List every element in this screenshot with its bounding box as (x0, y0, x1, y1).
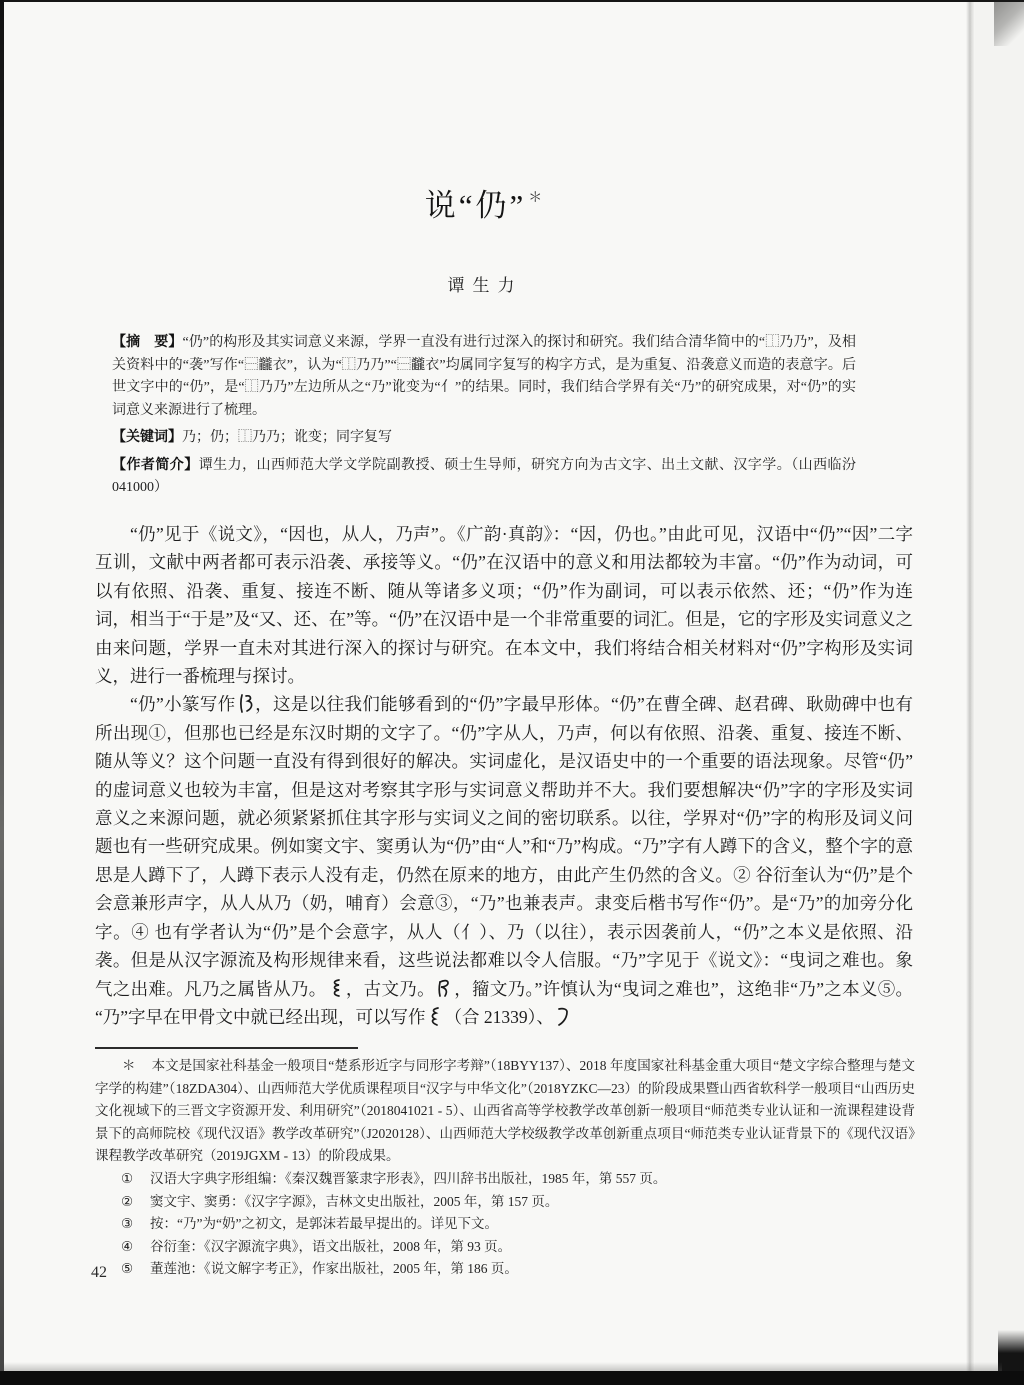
oracle-bone-nai-glyph-2 (555, 1006, 572, 1027)
scan-edge-left (0, 0, 4, 1385)
keywords-text: 乃；仍；⿰乃乃；讹变；同字复写 (182, 430, 392, 445)
front-matter (112, 330, 871, 503)
zhouwen-nai-glyph (436, 978, 453, 999)
footnote-item (95, 1258, 915, 1281)
footnote-marker: ⑤ (121, 1261, 134, 1277)
abstract-label: 【摘 要】 (112, 333, 183, 349)
funding-footnote (95, 1055, 915, 1168)
author-bio-label: 【作者简介】 (112, 455, 199, 472)
footnote-divider (95, 1047, 358, 1049)
footnote-text: 董莲池：《说文解字考正》，作家出版社，2005 年，第 186 页。 (150, 1261, 518, 1277)
footnote-marker: ② (121, 1193, 134, 1209)
footnote-text: 窦文宇、窦勇：《汉字字源》，吉林文史出版社，2005 年，第 157 页。 (150, 1193, 559, 1209)
oracle-bone-nai-glyph-1 (427, 1006, 444, 1027)
body-paragraph-2-segment: （合 21339）、 (444, 1006, 554, 1027)
author-bio-text: 谭生力，山西师范大学文学院副教授、硕士生导师，研究方向为古文字、出土文献、汉字学。（山西临汾 041000） (112, 457, 871, 495)
footnote-text: 谷衍奎：《汉字源流字典》，语文出版社，2008 年，第 93 页。 (150, 1238, 512, 1254)
scan-edge-bottom (0, 1371, 1024, 1385)
page-title (0, 180, 970, 225)
footnote-marker: ① (121, 1170, 134, 1186)
page-number: 42 (91, 1264, 107, 1281)
body-paragraph-2-segment: “仍”小篆写作 (130, 694, 236, 715)
footnote-item (95, 1168, 915, 1191)
author-bio (112, 453, 871, 500)
footnote-item (95, 1213, 915, 1236)
article-body (95, 520, 913, 1031)
footnote-marker: ④ (121, 1238, 134, 1254)
footnote-item (95, 1236, 915, 1259)
scan-edge-top (0, 0, 1024, 2)
funding-footnote-text: 本文是国家社科基金一般项目“楚系形近字与同形字考辩”（18BYY137）、2018 年度国家社科基金重大项目“楚文字综合整理与楚文字学的构建”（18ZDA304）、山西师范大学优质课程项目“汉字与中华文化”（2018YZKC—23）的阶段成果暨山西省软科学一般项目“山西历史文化视域下的三晋文字资源开发、利用研究”（2018041021 - 5）、山西省高等学校教学改革创新一般项目“师范类专业认证和一流课程建设背景下的高师院校《现代汉语》教学改革研究”（J2020128）、山西师范大学校级教学改革创新重点项目“师范类专业认证背景下的《现代汉语》课程教学改革研究（2019JGXM - 13）的阶段成果。 (95, 1058, 915, 1164)
author-name: 谭生力 (447, 276, 523, 295)
abstract-text: “仍”的构形及其实词意义来源，学界一直没有进行过深入的探讨和研究。我们结合清华简中的“⿰乃乃”，及相关资料中的“袭”写作“⿱龖衣”，认为“⿰乃乃”“⿱龖衣”均属同字复写的构字方式，是为重复、沿袭意义而造的表意字。后世文字中的“仍”，是“⿰乃乃”左边所从之“乃”讹变为“亻”的结果。同时，我们结合学界有关“乃”的研究成果，对“仍”的实词意义来源进行了梳理。 (112, 335, 857, 418)
keywords (112, 425, 856, 450)
title-footnote-marker: ＊ (528, 191, 546, 206)
adjacent-page-edge (975, 0, 1024, 1372)
body-paragraph-2-segment: ，籀文乃。”许慎认为“曳词之难也”，这绝非“乃”之本义⑤。“乃”字早在甲骨文中就已经出现，可以写作 (95, 978, 914, 1027)
funding-footnote-marker: ＊ (122, 1058, 136, 1073)
title-text: 说“仍” (424, 188, 527, 223)
footnote-marker: ③ (121, 1216, 134, 1232)
seal-script-reng-glyph (237, 693, 254, 714)
scan-corner-smudge (994, 0, 1024, 46)
guwen-nai-glyph (328, 978, 345, 999)
page-edge-seam (966, 0, 975, 1372)
abstract (112, 330, 856, 422)
body-paragraph-2-segment: ，古文乃。 (345, 978, 435, 999)
keywords-label: 【关键词】 (112, 428, 182, 444)
footnote-text: 汉语大字典字形组编：《秦汉魏晋篆隶字形表》，四川辞书出版社，1985 年，第 557 页。 (150, 1170, 667, 1186)
body-paragraph-2-segment: ，这是以往我们能够看到的“仍”字最早形体。“仍”在曹全碑、赵君碑、耿勋碑中也有所出现①，但那也已经是东汉时期的文字了。“仍”字从人，乃声，何以有依照、沿袭、重复、接连不断、随从等义？这个问题一直没有得到很好的解决。实词虚化，是汉语史中的一个重要的语法现象。尽管“仍”的虚词意义也较为丰富，但是这对考察其字形与实词意义帮助并不大。我们要想解决“仍”字的字形及实词意义之来源问题，就必须紧紧抓住其字形与实词义之间的密切联系。以往，学界对“仍”字的构形及词义问题也有一些研究成果。例如窦文宇、窦勇认为“仍”由“人”和“乃”构成。“乃”字有人蹲下的含义，整个字的意思是人蹲下了，人蹲下表示人没有走，仍然在原来的地方，由此产生仍然的含义。② 谷衍奎认为“仍”是个会意兼形声字，从人从乃（奶，哺育）会意③，“乃”也兼表声。隶变后楷书写作“仍”。是“乃”的加旁分化字。④ 也有学者认为“仍”是个会意字，从人（亻）、乃（以往），表示因袭前人，“仍”之本义是依照、沿袭。但是从汉字源流及构形规律来看，这些说法都难以令人信服。“乃”字见于《说文》：“曳词之难也。象气之出难。凡乃之属皆从乃。 (95, 694, 913, 999)
body-paragraph-1: “仍”见于《说文》，“因也，从人，乃声”。《广韵·真韵》：“因，仍也。”由此可见，汉语中“仍”“因”二字互训，文献中两者都可表示沿袭、承接等义。“仍”在汉语中的意义和用法都较为丰富。“仍”作为动词，可以有依照、沿袭、重复、接连不断、随从等诸多义项；“仍”作为副词，可以表示依然、还；“仍”作为连词，相当于“于是”及“又、还、在”等。“仍”在汉语中是一个非常重要的词汇。但是，它的字形及实词意义之由来问题，学界一直未对其进行深入的探讨与研究。在本文中，我们将结合相关材料对“仍”字构形及实词义，进行一番梳理与探讨。 (95, 524, 913, 687)
footnote-item (95, 1191, 915, 1214)
body-paragraph-2 (95, 690, 913, 1031)
footnotes (95, 1055, 915, 1281)
footnote-text: 按：“乃”为“奶”之初文，是郭沫若最早提出的。详见下文。 (150, 1216, 498, 1232)
